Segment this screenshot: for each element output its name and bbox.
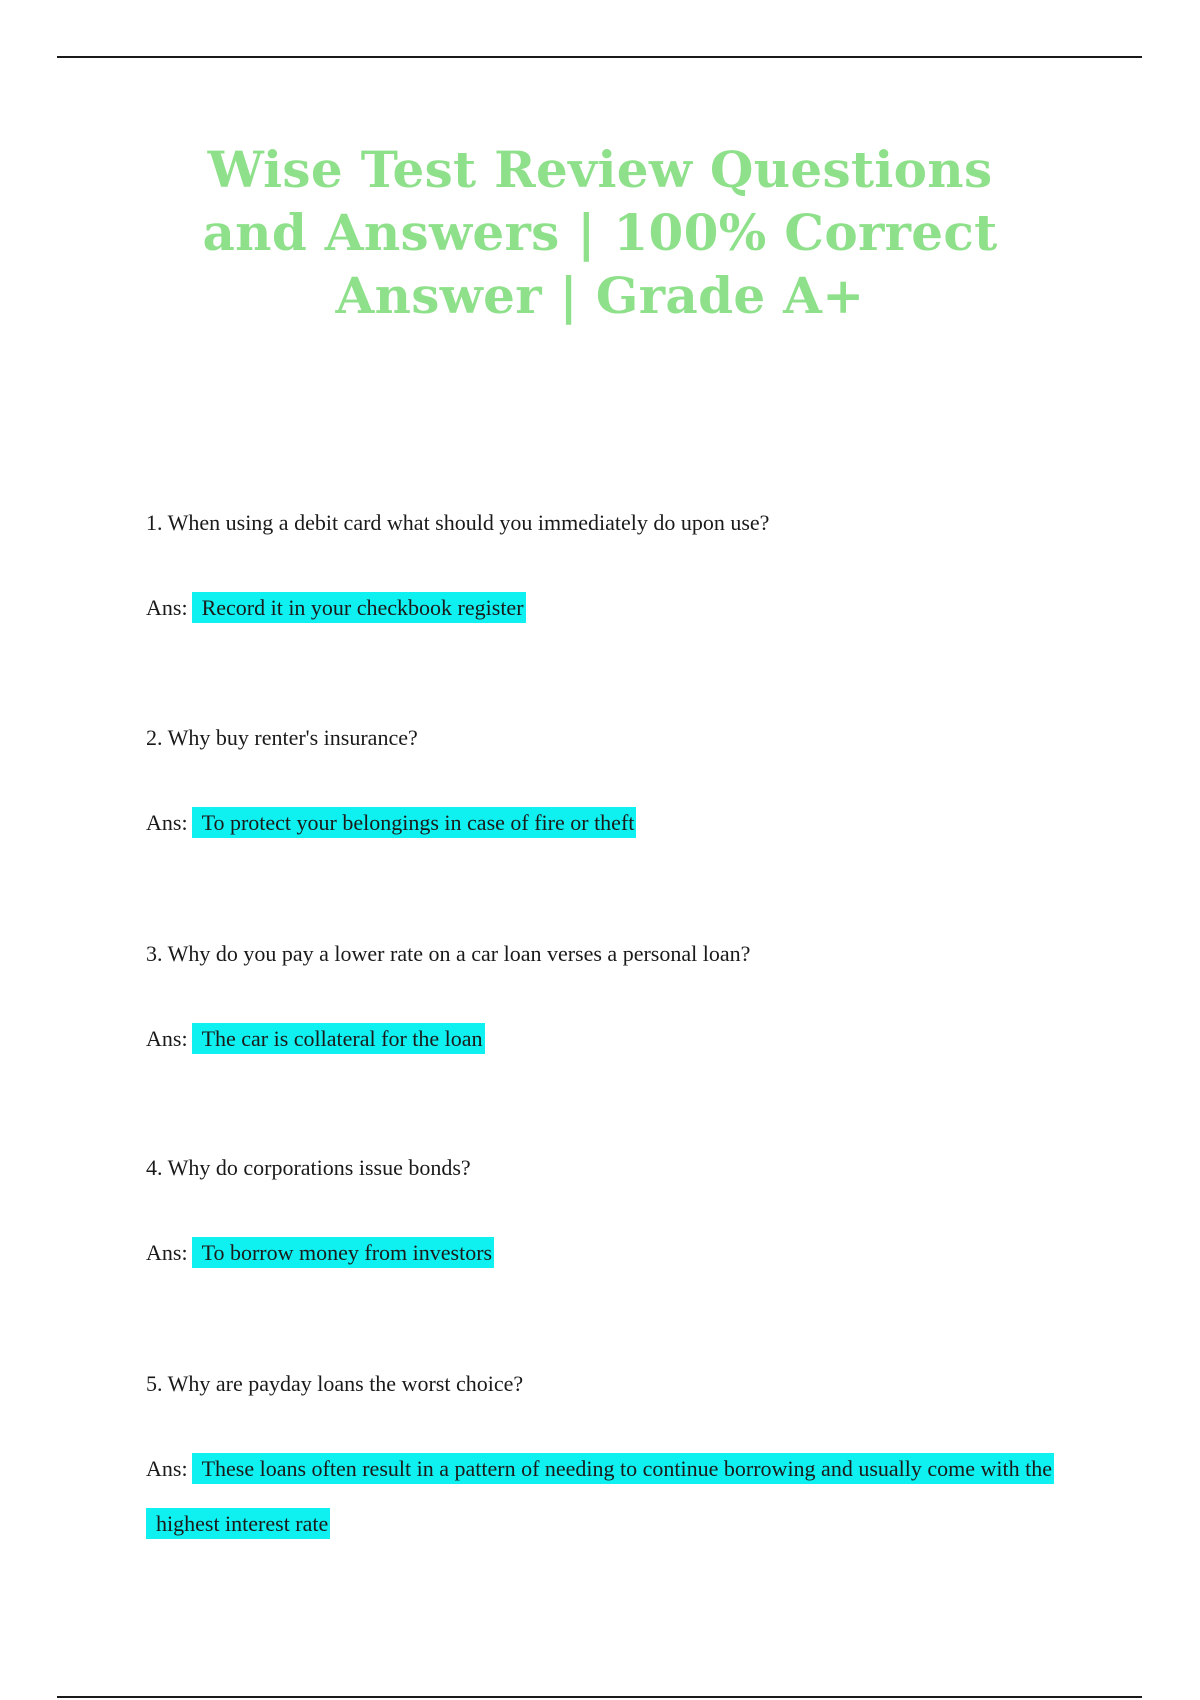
question-text: 3. Why do you pay a lower rate on a car loan verses a personal loan? xyxy=(146,941,751,966)
qa-item-3 xyxy=(146,939,1086,1066)
qa-item-4 xyxy=(146,1153,1086,1280)
answer-label: Ans: xyxy=(146,1456,188,1481)
answer-line xyxy=(146,1011,1086,1066)
question-text: 1. When using a debit card what should you immediately do upon use? xyxy=(146,510,770,535)
answer-label: Ans: xyxy=(146,810,188,835)
top-rule xyxy=(57,56,1142,58)
answer-text: The car is collateral for the loan xyxy=(192,1023,485,1054)
question-text: 5. Why are payday loans the worst choice? xyxy=(146,1371,524,1396)
qa-item-1 xyxy=(146,508,1086,635)
answer-label: Ans: xyxy=(146,1240,188,1265)
question-text: 2. Why buy renter's insurance? xyxy=(146,725,418,750)
answer-line xyxy=(146,795,1086,850)
document-title: Wise Test Review Questions and Answers | 100% Correct Answer | Grade A+ xyxy=(202,140,998,325)
answer-text: To borrow money from investors xyxy=(192,1237,495,1268)
bottom-rule xyxy=(57,1696,1142,1698)
answer-label: Ans: xyxy=(146,595,188,620)
qa-item-2 xyxy=(146,723,1086,850)
qa-item-5 xyxy=(146,1369,1086,1551)
question-text: 4. Why do corporations issue bonds? xyxy=(146,1155,471,1180)
answer-line xyxy=(146,1225,1086,1280)
answer-text: These loans often result in a pattern of needing to continue borrowing and usually come with the highest interest rate xyxy=(146,1453,1054,1539)
answer-text: Record it in your checkbook register xyxy=(192,592,526,623)
answer-label: Ans: xyxy=(146,1026,188,1051)
answer-text: To protect your belongings in case of fire or theft xyxy=(192,807,637,838)
answer-line xyxy=(146,1441,1086,1551)
answer-line xyxy=(146,580,1086,635)
